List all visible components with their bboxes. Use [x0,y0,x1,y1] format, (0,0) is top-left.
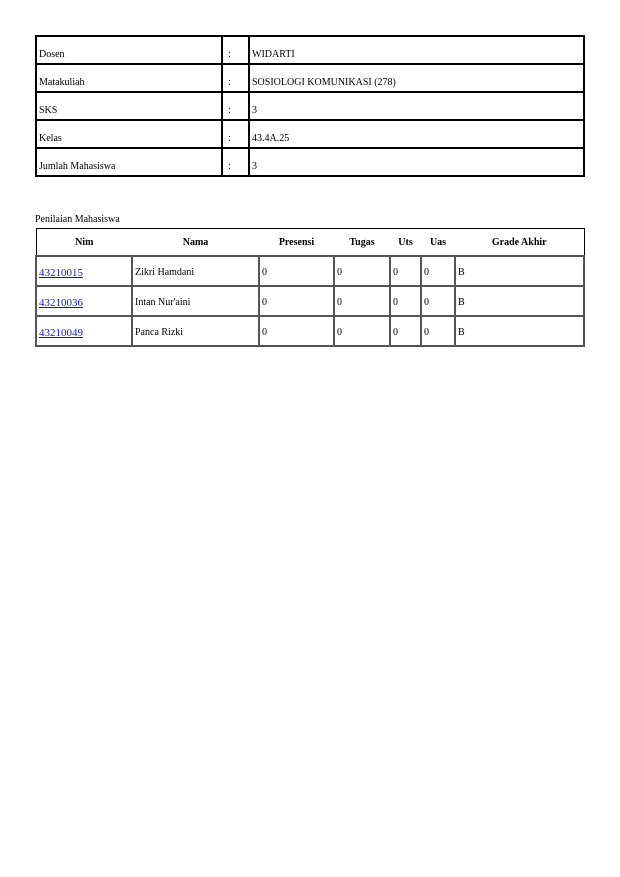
table-row [36,286,584,316]
table-row [36,256,584,286]
uts-cell: 0 [390,286,421,316]
info-row-sks [36,92,584,120]
presensi-cell: 0 [259,316,334,346]
column-header-nim: Nim [75,236,94,248]
info-colon: : [222,148,249,176]
info-label: Matakuliah [36,64,222,92]
tugas-cell: 0 [334,256,390,286]
info-colon: : [222,64,249,92]
column-header-presensi: Presensi [278,236,315,248]
info-colon: : [222,120,249,148]
info-label: SKS [36,92,222,120]
info-row-dosen [36,36,584,64]
nim-link[interactable]: 43210036 [39,296,83,309]
grades-table [35,228,585,347]
info-row-jumlah-mahasiswa [36,148,584,176]
uts-cell: 0 [390,316,421,346]
column-header-nama: Nama [182,236,209,248]
info-value: 3 [249,92,584,120]
info-row-kelas [36,120,584,148]
info-label: Dosen [36,36,222,64]
info-label: Jumlah Mahasiswa [36,148,222,176]
table-row [36,316,584,346]
info-colon: : [222,36,249,64]
uas-cell: 0 [421,286,455,316]
column-header-uas: Uas [429,236,447,248]
info-colon: : [222,92,249,120]
grade-cell: B [455,316,584,346]
column-header-uts: Uts [398,236,413,248]
uts-cell: 0 [390,256,421,286]
grade-cell: B [455,286,584,316]
course-info-table [35,35,585,177]
nim-cell [36,256,132,286]
info-row-matakuliah [36,64,584,92]
info-value: SOSIOLOGI KOMUNIKASI (278) [249,64,584,92]
table-header-row [36,229,584,257]
presensi-cell: 0 [259,256,334,286]
section-title: Penilaian Mahasiswa [35,214,120,225]
grade-cell: B [455,256,584,286]
column-header-grade-akhir: Grade Akhir [491,236,547,248]
nim-link[interactable]: 43210049 [39,326,83,339]
info-value: 43.4A.25 [249,120,584,148]
tugas-cell: 0 [334,286,390,316]
uas-cell: 0 [421,316,455,346]
nama-cell: Intan Nur'aini [132,286,259,316]
nim-link[interactable]: 43210015 [39,266,83,279]
uas-cell: 0 [421,256,455,286]
nama-cell: Panca Rizki [132,316,259,346]
nama-cell: Zikri Hamdani [132,256,259,286]
nim-cell [36,316,132,346]
tugas-cell: 0 [334,316,390,346]
info-label: Kelas [36,120,222,148]
presensi-cell: 0 [259,286,334,316]
column-header-tugas: Tugas [349,236,375,248]
info-value: WIDARTI [249,36,584,64]
info-value: 3 [249,148,584,176]
nim-cell [36,286,132,316]
